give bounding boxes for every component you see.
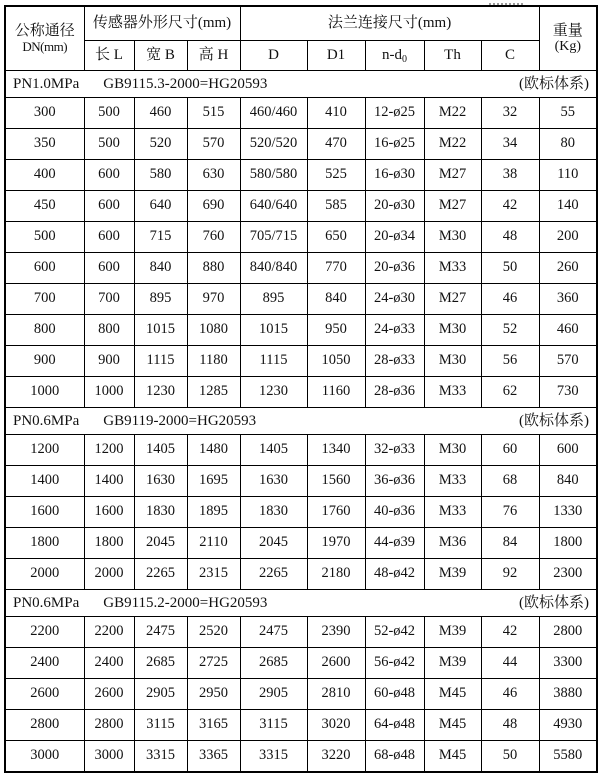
table-cell: 500 — [84, 98, 134, 129]
table-cell: 1050 — [307, 346, 365, 377]
table-cell: 700 — [84, 284, 134, 315]
table-cell: 500 — [84, 129, 134, 160]
table-cell: 585 — [307, 191, 365, 222]
column-header-weight — [539, 6, 597, 71]
column-header-width: 宽 B — [134, 41, 187, 71]
table-cell: 2800 — [539, 617, 597, 648]
table-cell: 1015 — [134, 315, 187, 346]
table-cell: 1405 — [134, 435, 187, 466]
table-row — [5, 466, 597, 497]
table-row — [5, 648, 597, 679]
table-cell: 60 — [481, 435, 539, 466]
table-cell: 20-ø36 — [365, 253, 424, 284]
table-cell: 12-ø25 — [365, 98, 424, 129]
table-cell: 2000 — [84, 559, 134, 590]
section-pressure-rating: PN0.6MPa — [13, 594, 80, 611]
table-cell: 2315 — [187, 559, 240, 590]
table-cell: 1405 — [240, 435, 307, 466]
table-row — [5, 160, 597, 191]
table-cell: M27 — [424, 191, 481, 222]
table-cell: 460 — [539, 315, 597, 346]
table-cell: 16-ø25 — [365, 129, 424, 160]
table-cell: 450 — [5, 191, 84, 222]
table-cell: 2800 — [84, 710, 134, 741]
table-cell: 1340 — [307, 435, 365, 466]
table-cell: 40-ø36 — [365, 497, 424, 528]
table-cell: 48 — [481, 222, 539, 253]
table-cell: 46 — [481, 284, 539, 315]
section-standard: GB9115.2-2000=HG20593 — [103, 594, 268, 611]
table-cell: M30 — [424, 435, 481, 466]
table-cell: 600 — [5, 253, 84, 284]
table-cell: 460/460 — [240, 98, 307, 129]
table-cell: 1400 — [84, 466, 134, 497]
table-cell: 950 — [307, 315, 365, 346]
table-cell: 470 — [307, 129, 365, 160]
table-cell: M22 — [424, 129, 481, 160]
table-cell: 2045 — [134, 528, 187, 559]
table-cell: 1330 — [539, 497, 597, 528]
table-cell: 1015 — [240, 315, 307, 346]
table-cell: 68 — [481, 466, 539, 497]
table-row — [5, 528, 597, 559]
table-cell: 840 — [307, 284, 365, 315]
table-row — [5, 98, 597, 129]
table-cell: 44 — [481, 648, 539, 679]
table-cell: 2000 — [5, 559, 84, 590]
table-row — [5, 222, 597, 253]
table-cell: 3315 — [134, 741, 187, 773]
section-note: (欧标体系) — [519, 75, 590, 92]
table-row — [5, 710, 597, 741]
table-cell: 730 — [539, 377, 597, 408]
table-cell: 3115 — [240, 710, 307, 741]
table-cell: 62 — [481, 377, 539, 408]
table-cell: 500 — [5, 222, 84, 253]
table-cell: 1800 — [539, 528, 597, 559]
table-cell: 1285 — [187, 377, 240, 408]
table-row — [5, 377, 597, 408]
dn-title: 公称通径 — [14, 23, 75, 40]
table-cell: 2180 — [307, 559, 365, 590]
table-cell: 1180 — [187, 346, 240, 377]
table-cell: 68-ø48 — [365, 741, 424, 773]
group-header-sensor-dimensions: 传感器外形尺寸(mm) — [84, 6, 240, 41]
column-header-height: 高 H — [187, 41, 240, 71]
table-cell: 3000 — [5, 741, 84, 773]
table-cell: 705/715 — [240, 222, 307, 253]
column-header-c: C — [481, 41, 539, 71]
table-cell: M30 — [424, 315, 481, 346]
table-cell: 92 — [481, 559, 539, 590]
table-cell: 1400 — [5, 466, 84, 497]
table-cell: 1830 — [134, 497, 187, 528]
table-cell: 700 — [5, 284, 84, 315]
table-cell: 410 — [307, 98, 365, 129]
table-cell: 1970 — [307, 528, 365, 559]
table-cell: 640/640 — [240, 191, 307, 222]
column-header-th: Th — [424, 41, 481, 71]
table-cell: 970 — [187, 284, 240, 315]
table-row — [5, 559, 597, 590]
table-cell: 600 — [84, 191, 134, 222]
table-cell: 1115 — [240, 346, 307, 377]
table-cell: 2475 — [134, 617, 187, 648]
table-cell: 800 — [5, 315, 84, 346]
table-cell: 1160 — [307, 377, 365, 408]
table-cell: M33 — [424, 377, 481, 408]
table-body — [5, 71, 597, 773]
table-cell: 300 — [5, 98, 84, 129]
table-cell: 34 — [481, 129, 539, 160]
table-cell: M30 — [424, 346, 481, 377]
table-cell: 80 — [539, 129, 597, 160]
table-cell: 56-ø42 — [365, 648, 424, 679]
table-cell: 1000 — [84, 377, 134, 408]
table-row — [5, 315, 597, 346]
table-cell: 520/520 — [240, 129, 307, 160]
table-cell: 2600 — [307, 648, 365, 679]
table-cell: 1480 — [187, 435, 240, 466]
table-cell: M39 — [424, 648, 481, 679]
column-header-nd0: $n-d_0$ — [365, 41, 424, 71]
table-cell: 44-ø39 — [365, 528, 424, 559]
table-cell: 84 — [481, 528, 539, 559]
table-cell: 640 — [134, 191, 187, 222]
table-cell: 650 — [307, 222, 365, 253]
table-cell: 2520 — [187, 617, 240, 648]
table-cell: 24-ø30 — [365, 284, 424, 315]
table-cell: 2810 — [307, 679, 365, 710]
table-cell: 24-ø33 — [365, 315, 424, 346]
table-row — [5, 191, 597, 222]
table-cell: 2600 — [84, 679, 134, 710]
table-row — [5, 497, 597, 528]
table-cell: 525 — [307, 160, 365, 191]
table-cell: 515 — [187, 98, 240, 129]
table-cell: 2905 — [240, 679, 307, 710]
table-cell: 32 — [481, 98, 539, 129]
table-cell: 840/840 — [240, 253, 307, 284]
table-cell: 3115 — [134, 710, 187, 741]
table-cell: 3000 — [84, 741, 134, 773]
table-cell: 400 — [5, 160, 84, 191]
table-cell: 1630 — [134, 466, 187, 497]
table-cell: 55 — [539, 98, 597, 129]
table-cell: 76 — [481, 497, 539, 528]
table-cell: 2200 — [84, 617, 134, 648]
table-cell: 2265 — [240, 559, 307, 590]
table-cell: 2400 — [5, 648, 84, 679]
table-cell: 520 — [134, 129, 187, 160]
table-cell: 900 — [5, 346, 84, 377]
table-cell: 880 — [187, 253, 240, 284]
table-cell: 3220 — [307, 741, 365, 773]
table-cell: 42 — [481, 617, 539, 648]
table-cell: 580/580 — [240, 160, 307, 191]
table-cell: 1200 — [84, 435, 134, 466]
table-cell: 840 — [134, 253, 187, 284]
table-cell: 570 — [539, 346, 597, 377]
table-cell: 690 — [187, 191, 240, 222]
column-header-length: 长 L — [84, 41, 134, 71]
table-cell: 3300 — [539, 648, 597, 679]
table-cell: 3880 — [539, 679, 597, 710]
table-row — [5, 129, 597, 160]
table-cell: 1230 — [240, 377, 307, 408]
table-cell: 2200 — [5, 617, 84, 648]
section-header-row — [5, 590, 597, 617]
section-header-row — [5, 71, 597, 98]
table-row — [5, 253, 597, 284]
table-cell: 460 — [134, 98, 187, 129]
table-cell: 48-ø42 — [365, 559, 424, 590]
table-cell: 36-ø36 — [365, 466, 424, 497]
section-pressure-rating: PN1.0MPa — [13, 75, 80, 92]
table-cell: 2400 — [84, 648, 134, 679]
table-cell: 56 — [481, 346, 539, 377]
table-cell: 200 — [539, 222, 597, 253]
table-cell: 760 — [187, 222, 240, 253]
table-row — [5, 284, 597, 315]
weight-title: 重量 — [552, 22, 583, 39]
table-cell: 38 — [481, 160, 539, 191]
table-cell: 840 — [539, 466, 597, 497]
column-header-dn — [5, 6, 84, 71]
table-cell: 1080 — [187, 315, 240, 346]
table-row — [5, 679, 597, 710]
table-cell: 2300 — [539, 559, 597, 590]
table-cell: 2685 — [134, 648, 187, 679]
table-cell: 1600 — [5, 497, 84, 528]
table-cell: 2950 — [187, 679, 240, 710]
table-cell: 3365 — [187, 741, 240, 773]
table-cell: 1630 — [240, 466, 307, 497]
table-cell: M45 — [424, 741, 481, 773]
column-header-d: D — [240, 41, 307, 71]
table-row — [5, 346, 597, 377]
table-cell: 2475 — [240, 617, 307, 648]
section-standard: GB9119-2000=HG20593 — [103, 412, 257, 429]
table-cell: 50 — [481, 741, 539, 773]
table-cell: M45 — [424, 679, 481, 710]
table-cell: 1230 — [134, 377, 187, 408]
table-cell: 48 — [481, 710, 539, 741]
table-row — [5, 435, 597, 466]
weight-unit: (Kg) — [554, 39, 582, 55]
section-note: (欧标体系) — [519, 412, 590, 429]
section-header-row — [5, 408, 597, 435]
table-cell: 600 — [539, 435, 597, 466]
table-cell: M39 — [424, 617, 481, 648]
table-cell: 2905 — [134, 679, 187, 710]
table-cell: M39 — [424, 559, 481, 590]
table-cell: M36 — [424, 528, 481, 559]
table-cell: 52-ø42 — [365, 617, 424, 648]
table-cell: 895 — [240, 284, 307, 315]
table-cell: 350 — [5, 129, 84, 160]
table-cell: 715 — [134, 222, 187, 253]
table-cell: 1200 — [5, 435, 84, 466]
table-cell: 800 — [84, 315, 134, 346]
table-cell: 600 — [84, 160, 134, 191]
section-standard: GB9115.3-2000=HG20593 — [103, 75, 268, 92]
table-cell: 895 — [134, 284, 187, 315]
table-cell: 2600 — [5, 679, 84, 710]
table-cell: 64-ø48 — [365, 710, 424, 741]
table-cell: 28-ø36 — [365, 377, 424, 408]
table-cell: M22 — [424, 98, 481, 129]
table-cell: M33 — [424, 253, 481, 284]
table-cell: 580 — [134, 160, 187, 191]
section-note: (欧标体系) — [519, 594, 590, 611]
table-cell: 3165 — [187, 710, 240, 741]
table-cell: M27 — [424, 284, 481, 315]
table-cell: 1895 — [187, 497, 240, 528]
table-cell: 2725 — [187, 648, 240, 679]
table-cell: 52 — [481, 315, 539, 346]
table-cell: 2800 — [5, 710, 84, 741]
flange-dimension-table — [4, 5, 598, 773]
table-cell: 42 — [481, 191, 539, 222]
table-cell: 600 — [84, 222, 134, 253]
table-cell: M33 — [424, 466, 481, 497]
table-cell: 1600 — [84, 497, 134, 528]
table-cell: 3020 — [307, 710, 365, 741]
table-cell: M33 — [424, 497, 481, 528]
table-header — [5, 6, 597, 71]
table-cell: 28-ø33 — [365, 346, 424, 377]
table-cell: 3315 — [240, 741, 307, 773]
table-cell: 770 — [307, 253, 365, 284]
table-cell: 1800 — [84, 528, 134, 559]
table-cell: 50 — [481, 253, 539, 284]
table-cell: 32-ø33 — [365, 435, 424, 466]
table-cell: 360 — [539, 284, 597, 315]
table-cell: 630 — [187, 160, 240, 191]
table-cell: 600 — [84, 253, 134, 284]
dn-unit: DN(mm) — [22, 38, 68, 54]
table-cell: 570 — [187, 129, 240, 160]
table-cell: 1695 — [187, 466, 240, 497]
table-cell: 1760 — [307, 497, 365, 528]
table-cell: 2685 — [240, 648, 307, 679]
table-cell: 1115 — [134, 346, 187, 377]
table-cell: 2390 — [307, 617, 365, 648]
table-row — [5, 741, 597, 773]
group-header-flange-dimensions: 法兰连接尺寸(mm) — [240, 6, 539, 41]
table-cell: 1800 — [5, 528, 84, 559]
table-cell: 2110 — [187, 528, 240, 559]
column-header-d1: D1 — [307, 41, 365, 71]
table-cell: 140 — [539, 191, 597, 222]
table-cell: 1000 — [5, 377, 84, 408]
table-cell: 2265 — [134, 559, 187, 590]
table-cell: 60-ø48 — [365, 679, 424, 710]
table-cell: M45 — [424, 710, 481, 741]
table-cell: 900 — [84, 346, 134, 377]
table-row — [5, 617, 597, 648]
table-cell: M30 — [424, 222, 481, 253]
table-cell: 4930 — [539, 710, 597, 741]
table-cell: 20-ø34 — [365, 222, 424, 253]
table-cell: 5580 — [539, 741, 597, 773]
table-cell: 1830 — [240, 497, 307, 528]
table-cell: 110 — [539, 160, 597, 191]
table-cell: M27 — [424, 160, 481, 191]
table-cell: 46 — [481, 679, 539, 710]
table-cell: 260 — [539, 253, 597, 284]
table-cell: 2045 — [240, 528, 307, 559]
table-cell: 1560 — [307, 466, 365, 497]
table-cell: 16-ø30 — [365, 160, 424, 191]
table-cell: 20-ø30 — [365, 191, 424, 222]
section-pressure-rating: PN0.6MPa — [13, 412, 80, 429]
